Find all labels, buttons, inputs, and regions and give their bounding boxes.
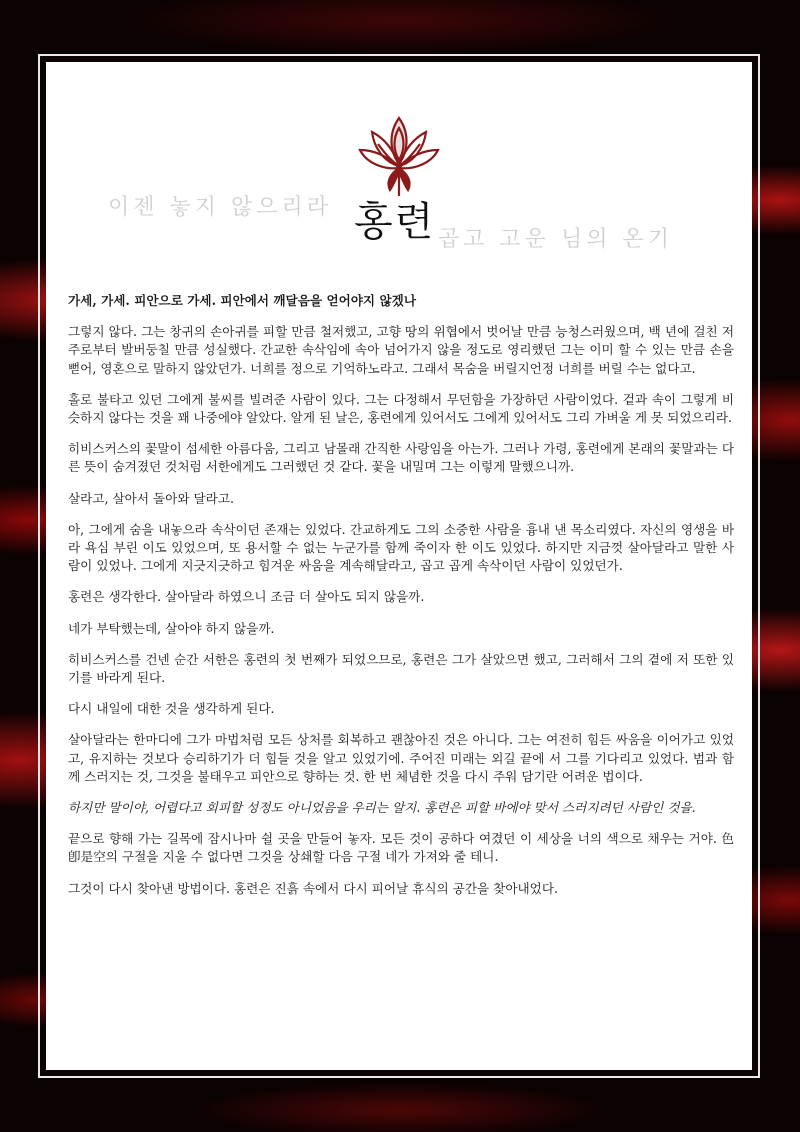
paragraph-italic: 하지만 말이야, 어렵다고 회피할 성정도 아니었음을 우리는 알지. 홍련은 피할 바에야 맞서 스러지려던 사람인 것을. bbox=[68, 800, 696, 816]
lotus-icon bbox=[356, 110, 442, 200]
paragraph: 홀로 불타고 있던 그에게 불씨를 빌려준 사람이 있다. 그는 다정해서 무던함을 가장하던 사람이었다. 겉과 속이 그렇게 비슷하지 않다는 것을 꽤 나중에야 알았다. 알게 된 날은, 홍련에게 있어서도 그에게 있어서도 그리 가벼울 게 못 되었으리라. bbox=[68, 391, 734, 426]
body-text bbox=[68, 292, 734, 911]
tagline-left: 이젠 놓지 않으리라 bbox=[108, 195, 333, 220]
tagline-right: 곱고 고운 님의 온기 bbox=[438, 227, 673, 252]
paragraph: 히비스커스를 건넨 순간 서한은 홍련의 첫 번째가 되었으므로, 홍련은 그가 살았으면 했고, 그러해서 그의 곁에 저 또한 있기를 바라게 된다. bbox=[68, 651, 734, 686]
paragraph: 살아달라는 한마디에 그가 마법처럼 모든 상처를 회복하고 괜찮아진 것은 아니다. 그는 여전히 힘든 싸움을 이어가고 있었고, 유지하는 것보다 승리하기가 더 힘들 것을 알고 있었기에. 주어진 미래는 외길 끝에 서 그를 기다리고 있었다. 범과 함께 스러지는 것, 그것을 불태우고 피안으로 향하는 것. 한 번 체념한 것을 다시 주워 담기란 어려운 법이다. bbox=[68, 732, 734, 784]
document-page bbox=[46, 62, 752, 1070]
paragraph-heading: 가세, 가세. 피안으로 가세. 피안에서 깨달음을 얻어야지 않겠나 bbox=[68, 293, 416, 308]
paragraph: 다시 내일에 대한 것을 생각하게 된다. bbox=[68, 701, 275, 717]
paragraph: 히비스커스의 꽃말이 섬세한 아름다움, 그리고 남몰래 간직한 사랑임을 아는가. 그러나 가령, 홍련에게 본래의 꽃말과는 다른 뜻이 숨겨졌던 것처럼 서한에게도 그러했던 것 같다. 꽃을 내밀며 그는 이렇게 말했으니까. bbox=[68, 441, 734, 475]
paragraph: 아, 그에게 숨을 내놓으라 속삭이던 존재는 있었다. 간교하게도 그의 소중한 사람을 흉내 낸 목소리였다. 자신의 영생을 바라 욕심 부린 이도 있었으며, 또 용서할 수 없는 누군가를 함께 죽이자 한 이도 있었다. 하지만 지금껏 살아달라고 말한 사람이 있었나. 그에게 지긋지긋하고 힘겨운 싸움을 계속해달라고, 곱고 곱게 속삭이던 사람이 있었던가. bbox=[68, 521, 734, 574]
paragraph: 네가 부탁했는데, 살아야 하지 않을까. bbox=[68, 620, 275, 636]
header bbox=[46, 62, 752, 288]
title: 홍련 bbox=[354, 199, 436, 245]
paragraph: 홍련은 생각한다. 살아달라 하였으니 조금 더 살아도 되지 않을까. bbox=[68, 589, 425, 605]
paragraph: 살라고, 살아서 돌아와 달라고. bbox=[68, 490, 235, 506]
paragraph: 그것이 다시 찾아낸 방법이다. 홍련은 진흙 속에서 다시 피어날 휴식의 공간을 찾아내었다. bbox=[68, 880, 559, 896]
paragraph: 끝으로 향해 가는 길목에 잠시나마 쉴 곳을 만들어 놓자. 모든 것이 공하다 여겼던 이 세상을 너의 색으로 채우는 거야. 色卽是空의 구절을 지울 수 없다면 그것을 상쇄할 다음 구절 네가 가져와 줄 테니. bbox=[68, 831, 734, 865]
paragraph: 그렇지 않다. 그는 창귀의 손아귀를 피할 만큼 철저했고, 고향 땅의 위협에서 벗어날 만큼 능청스러웠으며, 백 년에 걸친 저주로부터 발버둥칠 만큼 성실했다. 간교한 속삭임에 속아 넘어가지 않을 정도로 영리했던 그는 이미 할 수 있는 만큼 손을 뻗어, 영혼으로 말하지 않았던가. 너희를 정으로 기억하노라고. 그래서 목숨을 버릴지언정 너희를 버릴 수는 없다고. bbox=[68, 324, 734, 376]
